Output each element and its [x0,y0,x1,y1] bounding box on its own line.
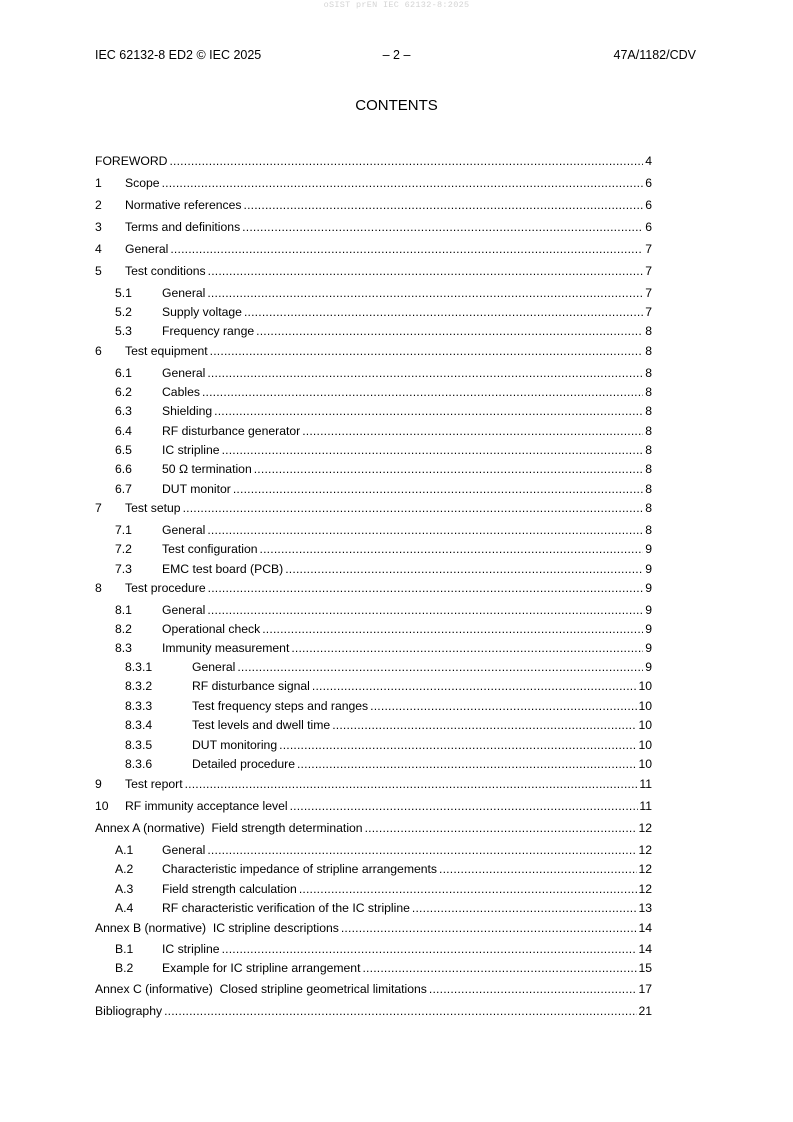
toc-entry-number: 1 [95,176,102,190]
toc-entry-number: A.4 [115,901,134,915]
toc-entry[interactable] [95,843,652,863]
toc-dot-leader [312,679,638,693]
toc-entry-title: Test conditions [125,264,206,278]
toc-entry[interactable] [95,699,652,719]
page-title: CONTENTS [355,97,438,114]
toc-entry[interactable] [95,777,652,797]
toc-entry[interactable] [95,424,652,444]
toc-entry[interactable] [95,718,652,738]
toc-entry-number: 3 [95,220,102,234]
toc-entry[interactable] [95,198,652,218]
toc-dot-leader [262,622,643,636]
toc-entry-title: RF characteristic verification of the IC stripline [162,901,410,915]
toc-entry[interactable] [95,622,652,642]
toc-entry-page: 9 [645,660,652,674]
toc-entry-number: 6.6 [115,462,132,476]
toc-entry-page: 15 [638,961,652,975]
toc-entry-page: 11 [639,777,652,791]
toc-entry-page: 8 [645,366,652,380]
toc-entry-page: 7 [645,242,652,256]
toc-dot-leader [291,641,643,655]
toc-entry-number: A.3 [115,882,134,896]
toc-entry-page: 9 [645,581,652,595]
toc-dot-leader [429,982,638,996]
toc-entry-number: 9 [95,777,102,791]
toc-entry-number: 5.1 [115,286,132,300]
toc-entry-number: 8 [95,581,102,595]
watermark: oSIST prEN IEC 62132-8:2025 [323,0,470,10]
toc-entry-number: 4 [95,242,102,256]
toc-dot-leader [244,305,643,319]
toc-entry-number: 5.2 [115,305,132,319]
toc-entry-title: Operational check [162,622,261,636]
toc-dot-leader [162,176,643,190]
toc-dot-leader [183,501,643,515]
toc-entry-title: Field strength calculation [162,882,297,896]
toc-dot-leader [214,404,643,418]
toc-entry-page: 8 [645,344,652,358]
toc-entry-page: 7 [645,305,652,319]
toc-entry-page: 10 [638,738,652,752]
header-document-id: 47A/1182/CDV [613,48,696,62]
toc-entry-page: 12 [638,843,652,857]
toc-dot-leader [365,821,638,835]
toc-dot-leader [439,862,637,876]
toc-entry-title: DUT monitoring [192,738,278,752]
toc-entry-page: 8 [645,424,652,438]
toc-dot-leader [297,757,637,771]
toc-entry[interactable] [95,562,652,582]
toc-entry-number: 5.3 [115,324,132,338]
toc-dot-leader [210,344,643,358]
toc-entry-page: 4 [645,154,652,168]
toc-dot-leader [242,220,643,234]
toc-entry-title: 50 Ω termination [162,462,252,476]
toc-entry-page: 12 [638,821,652,835]
toc-entry-page: 8 [645,385,652,399]
toc-entry-title: Bibliography [95,1004,163,1018]
toc-entry-title: RF disturbance generator [162,424,301,438]
toc-entry[interactable] [95,921,652,941]
toc-entry-title: General [162,603,206,617]
toc-entry-number: 8.3.1 [125,660,153,674]
toc-entry-page: 10 [638,699,652,713]
toc-entry-number: A.1 [115,843,134,857]
toc-entry[interactable] [95,482,652,502]
toc-entry-title: Characteristic impedance of stripline arrangements [162,862,438,876]
toc-dot-leader [207,523,643,537]
toc-dot-leader [370,699,637,713]
toc-dot-leader [279,738,637,752]
toc-entry-number: 8.3 [115,641,132,655]
toc-entry[interactable] [95,366,652,386]
toc-entry-page: 12 [638,882,652,896]
toc-dot-leader [208,581,643,595]
toc-entry-number: B.1 [115,942,134,956]
toc-entry-page: 7 [645,286,652,300]
toc-entry[interactable] [95,443,652,463]
toc-entry-title: FOREWORD [95,154,168,168]
toc-dot-leader [170,242,643,256]
header-page-number: – 2 – [382,48,411,62]
toc-entry[interactable] [95,882,652,902]
toc-entry-number: 6.4 [115,424,132,438]
toc-entry-page: 13 [638,901,652,915]
toc-entry[interactable] [95,679,652,699]
toc-dot-leader [244,198,643,212]
toc-dot-leader [341,921,638,935]
toc-entry-page: 8 [645,443,652,457]
toc-entry-title: IC stripline [162,942,220,956]
toc-dot-leader [290,799,639,813]
toc-entry[interactable] [95,542,652,562]
toc-entry-title: General [162,366,206,380]
toc-entry-page: 9 [645,562,652,576]
toc-entry[interactable] [95,385,652,405]
toc-entry-number: 7.3 [115,562,132,576]
toc-entry-title: EMC test board (PCB) [162,562,284,576]
toc-entry[interactable] [95,982,652,1002]
toc-entry-page: 9 [645,641,652,655]
toc-dot-leader [208,264,643,278]
toc-entry[interactable] [95,603,652,623]
toc-entry-number: 7.1 [115,523,132,537]
toc-entry-title: Supply voltage [162,305,242,319]
toc-entry[interactable] [95,523,652,543]
toc-entry-page: 12 [638,862,652,876]
toc-entry-number: 8.1 [115,603,132,617]
toc-entry-number: 6.1 [115,366,132,380]
toc-entry-title: General [192,660,236,674]
toc-entry-number: 8.3.3 [125,699,153,713]
toc-entry-page: 8 [645,462,652,476]
toc-dot-leader [207,366,643,380]
toc-entry[interactable] [95,324,652,344]
toc-entry-page: 10 [638,757,652,771]
toc-entry-title: RF immunity acceptance level [125,799,288,813]
toc-entry-number: 5 [95,264,102,278]
toc-entry-page: 6 [645,198,652,212]
toc-entry[interactable] [95,305,652,325]
toc-entry-title: General [162,523,206,537]
toc-dot-leader [164,1004,637,1018]
toc-entry-title: Normative references [125,198,242,212]
toc-dot-leader [207,286,643,300]
toc-entry-number: 7 [95,501,102,515]
toc-dot-leader [254,462,643,476]
toc-dot-leader [285,562,643,576]
toc-entry[interactable] [95,757,652,777]
toc-entry-page: 8 [645,482,652,496]
toc-entry-number: 6.2 [115,385,132,399]
toc-entry-number: 8.2 [115,622,132,636]
toc-dot-leader [233,482,643,496]
toc-entry-page: 14 [638,921,652,935]
toc-entry-title: General [125,242,169,256]
toc-entry-title: Test equipment [125,344,208,358]
toc-entry-number: A.2 [115,862,134,876]
toc-entry-page: 8 [645,501,652,515]
toc-entry[interactable] [95,501,652,521]
toc-entry[interactable] [95,862,652,882]
toc-entry[interactable] [95,344,652,364]
toc-entry[interactable] [95,220,652,240]
toc-entry-page: 17 [638,982,652,996]
toc-entry-page: 14 [638,942,652,956]
toc-entry-title: Test levels and dwell time [192,718,331,732]
toc-entry-title: Terms and definitions [125,220,241,234]
toc-entry-number: 2 [95,198,102,212]
toc-dot-leader [202,385,643,399]
toc-entry-number: 10 [95,799,109,813]
toc-dot-leader [362,961,637,975]
toc-entry[interactable] [95,286,652,306]
toc-entry-title: Test procedure [125,581,206,595]
toc-entry-title: RF disturbance signal [192,679,310,693]
toc-entry-title: IC stripline [162,443,220,457]
toc-entry-title: General [162,843,206,857]
toc-entry[interactable] [95,641,652,661]
toc-entry-page: 7 [645,264,652,278]
toc-entry-number: 6 [95,344,102,358]
toc-entry[interactable] [95,154,652,174]
toc-entry[interactable] [95,660,652,680]
toc-dot-leader [169,154,643,168]
toc-entry-title: General [162,286,206,300]
toc-dot-leader [222,443,643,457]
toc-entry-number: 8.3.2 [125,679,153,693]
toc-entry[interactable] [95,799,652,819]
toc-entry[interactable] [95,738,652,758]
toc-entry-title: Test setup [125,501,181,515]
toc-entry[interactable] [95,264,652,284]
toc-entry-title: Annex B (normative) IC stripline descriptions [95,921,339,935]
toc-entry[interactable] [95,176,652,196]
toc-entry-title: Scope [125,176,160,190]
toc-entry[interactable] [95,821,652,841]
toc-entry[interactable] [95,901,652,921]
toc-entry-number: 6.5 [115,443,132,457]
toc-entry-number: 8.3.4 [125,718,153,732]
toc-dot-leader [332,718,637,732]
toc-entry-title: Cables [162,385,200,399]
toc-entry-page: 9 [645,622,652,636]
toc-entry-page: 11 [639,799,652,813]
toc-entry-title: Frequency range [162,324,255,338]
toc-dot-leader [207,603,643,617]
toc-dot-leader [260,542,643,556]
toc-entry-page: 9 [645,542,652,556]
toc-dot-leader [412,901,638,915]
toc-entry-number: 6.3 [115,404,132,418]
toc-entry-number: 8.3.6 [125,757,153,771]
toc-dot-leader [185,777,639,791]
toc-entry-title: Shielding [162,404,213,418]
toc-dot-leader [302,424,643,438]
toc-entry-page: 10 [638,718,652,732]
toc-entry-page: 21 [638,1004,652,1018]
toc-entry[interactable] [95,1004,652,1024]
toc-entry-title: Annex C (informative) Closed stripline geometrical limitations [95,982,427,996]
toc-entry[interactable] [95,942,652,962]
toc-entry[interactable] [95,961,652,981]
toc-entry[interactable] [95,242,652,262]
toc-entry-number: 6.7 [115,482,132,496]
toc-entry-number: 8.3.5 [125,738,153,752]
toc-entry-title: Test report [125,777,183,791]
toc-entry-title: DUT monitor [162,482,231,496]
toc-entry-title: Test configuration [162,542,258,556]
toc-dot-leader [299,882,638,896]
toc-dot-leader [237,660,643,674]
toc-dot-leader [207,843,637,857]
toc-dot-leader [222,942,638,956]
toc-entry-title: Annex A (normative) Field strength determination [95,821,363,835]
toc-entry-page: 6 [645,220,652,234]
toc-entry-page: 6 [645,176,652,190]
toc-entry-title: Immunity measurement [162,641,290,655]
toc-entry-page: 8 [645,324,652,338]
toc-entry-number: B.2 [115,961,134,975]
toc-entry-title: Example for IC stripline arrangement [162,961,361,975]
toc-entry-page: 9 [645,603,652,617]
toc-entry-number: 7.2 [115,542,132,556]
toc-entry[interactable] [95,462,652,482]
toc-entry-page: 8 [645,523,652,537]
toc-entry-title: Detailed procedure [192,757,295,771]
toc-entry[interactable] [95,404,652,424]
toc-entry-title: Test frequency steps and ranges [192,699,369,713]
toc-entry-page: 8 [645,404,652,418]
toc-entry[interactable] [95,581,652,601]
header-left: IEC 62132-8 ED2 © IEC 2025 [95,48,262,62]
toc-dot-leader [256,324,643,338]
toc-entry-page: 10 [638,679,652,693]
